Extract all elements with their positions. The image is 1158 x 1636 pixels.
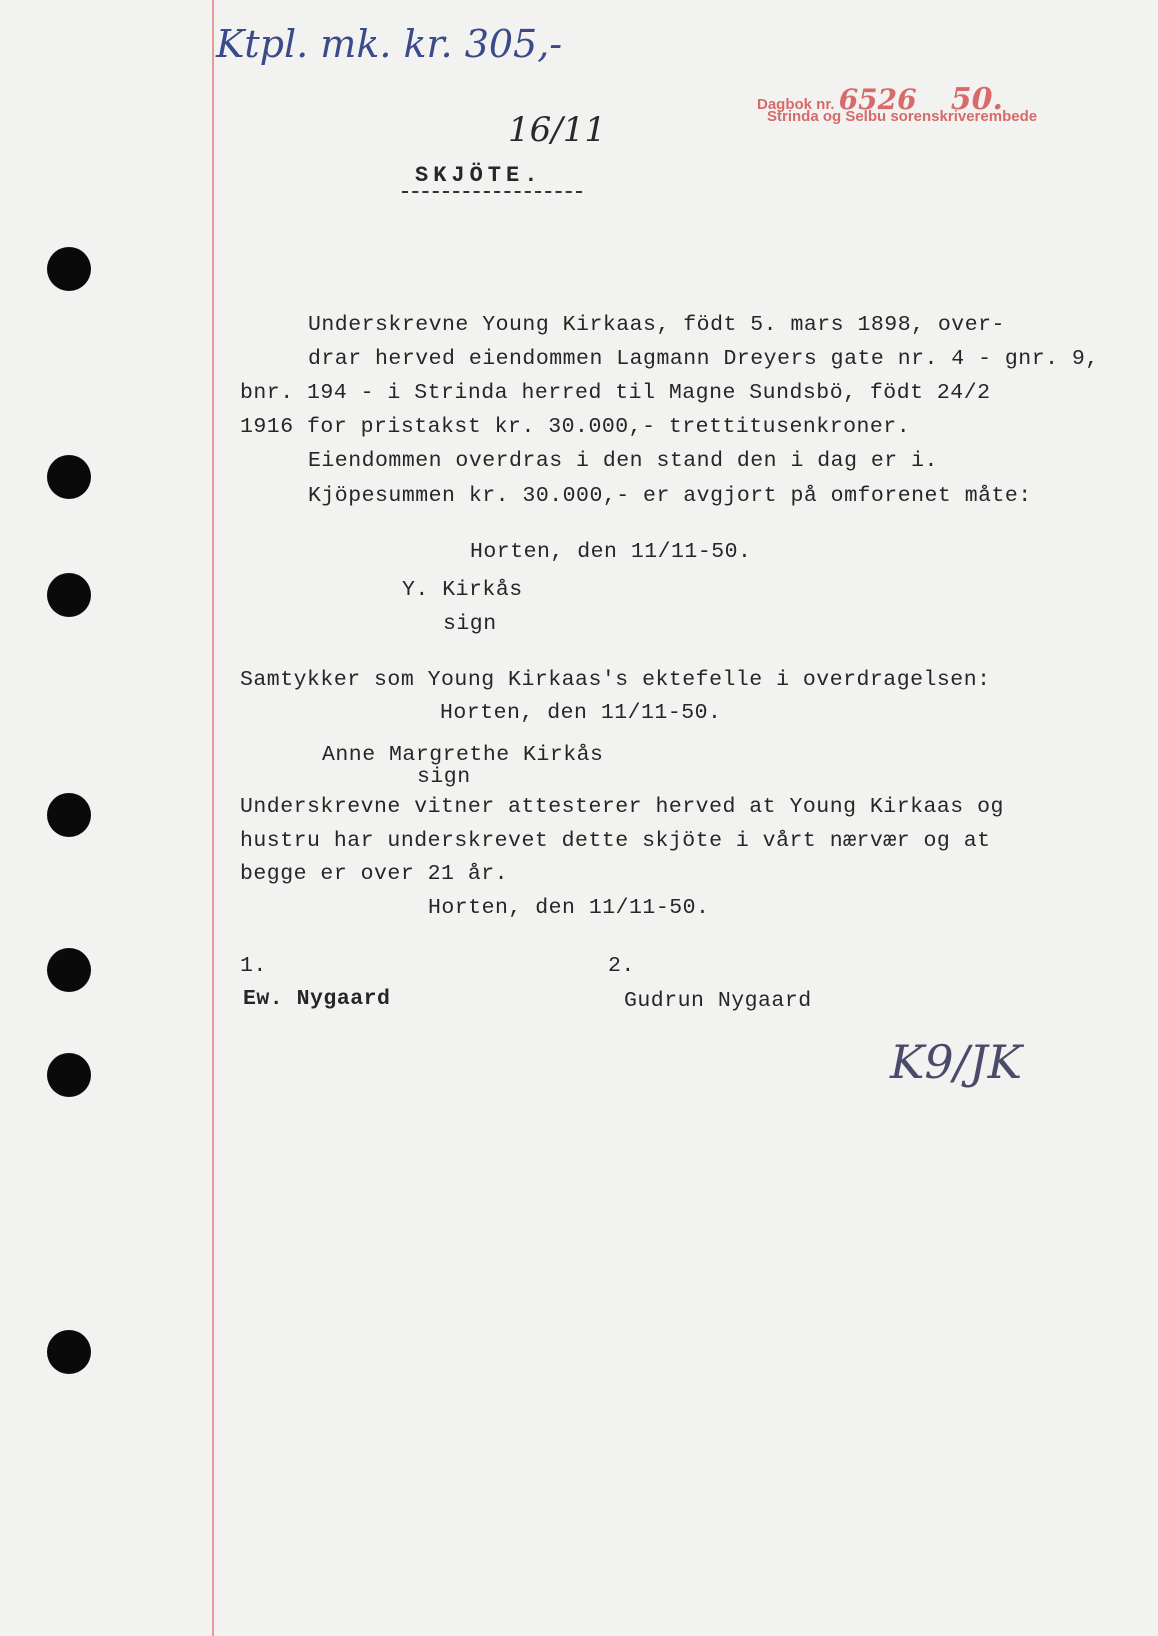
signer-1: Y. Kirkås	[402, 578, 523, 602]
body-line: bnr. 194 - i Strinda herred til Magne Sundsbö, födt 24/2	[240, 381, 991, 405]
punch-hole	[47, 455, 91, 499]
handwritten-fee: Ktpl. mk. kr. 305,-	[216, 22, 563, 66]
body-line: Underskrevne Young Kirkaas, födt 5. mars 1898, over-	[308, 313, 1005, 337]
punch-hole	[47, 793, 91, 837]
witness-line: hustru har underskrevet dette skjöte i vårt nærvær og at	[240, 829, 991, 853]
punch-hole	[47, 948, 91, 992]
place-date-1: Horten, den 11/11-50.	[470, 540, 752, 564]
sign-1: sign	[443, 612, 497, 636]
body-line: drar herved eiendommen Lagmann Dreyers gate nr. 4 - gnr. 9,	[308, 347, 1099, 371]
consent-line: Samtykker som Young Kirkaas's ektefelle i overdragelsen:	[240, 668, 991, 692]
body-line: 1916 for pristakst kr. 30.000,- trettitusenkroner.	[240, 415, 911, 439]
document-title: SKJÖTE.	[415, 163, 543, 188]
witness-line: Underskrevne vitner attesterer herved at Young Kirkaas og	[240, 795, 1004, 819]
place-date-3: Horten, den 11/11-50.	[428, 896, 710, 920]
body-line: Eiendommen overdras i den stand den i dag er i.	[308, 449, 938, 473]
stamp-line-2: Strinda og Selbu sorenskriverembede	[767, 108, 1038, 125]
witness-2-number: 2.	[608, 954, 635, 978]
sign-2: sign	[417, 765, 471, 789]
margin-line	[212, 0, 214, 1636]
punch-hole	[47, 1330, 91, 1374]
punch-hole	[47, 573, 91, 617]
stamp-year: 50.	[950, 82, 1003, 117]
body-line: Kjöpesummen kr. 30.000,- er avgjort på omforenet måte:	[308, 484, 1032, 508]
signer-2: Anne Margrethe Kirkås	[322, 743, 604, 767]
stamp-prefix: Dagbok nr.	[757, 96, 835, 113]
place-date-2: Horten, den 11/11-50.	[440, 701, 722, 725]
handwritten-date: 16/11	[508, 110, 606, 150]
punch-hole	[47, 1053, 91, 1097]
punch-hole	[47, 247, 91, 291]
witness-1-name: Ew. Nygaard	[243, 987, 391, 1011]
handwritten-initials: K9/JK	[890, 1035, 1022, 1089]
witness-1-number: 1.	[240, 954, 267, 978]
stamp-number: 6526	[838, 83, 917, 116]
title-underline	[402, 191, 582, 193]
witness-2-name: Gudrun Nygaard	[624, 989, 812, 1013]
witness-line: begge er over 21 år.	[240, 862, 509, 886]
